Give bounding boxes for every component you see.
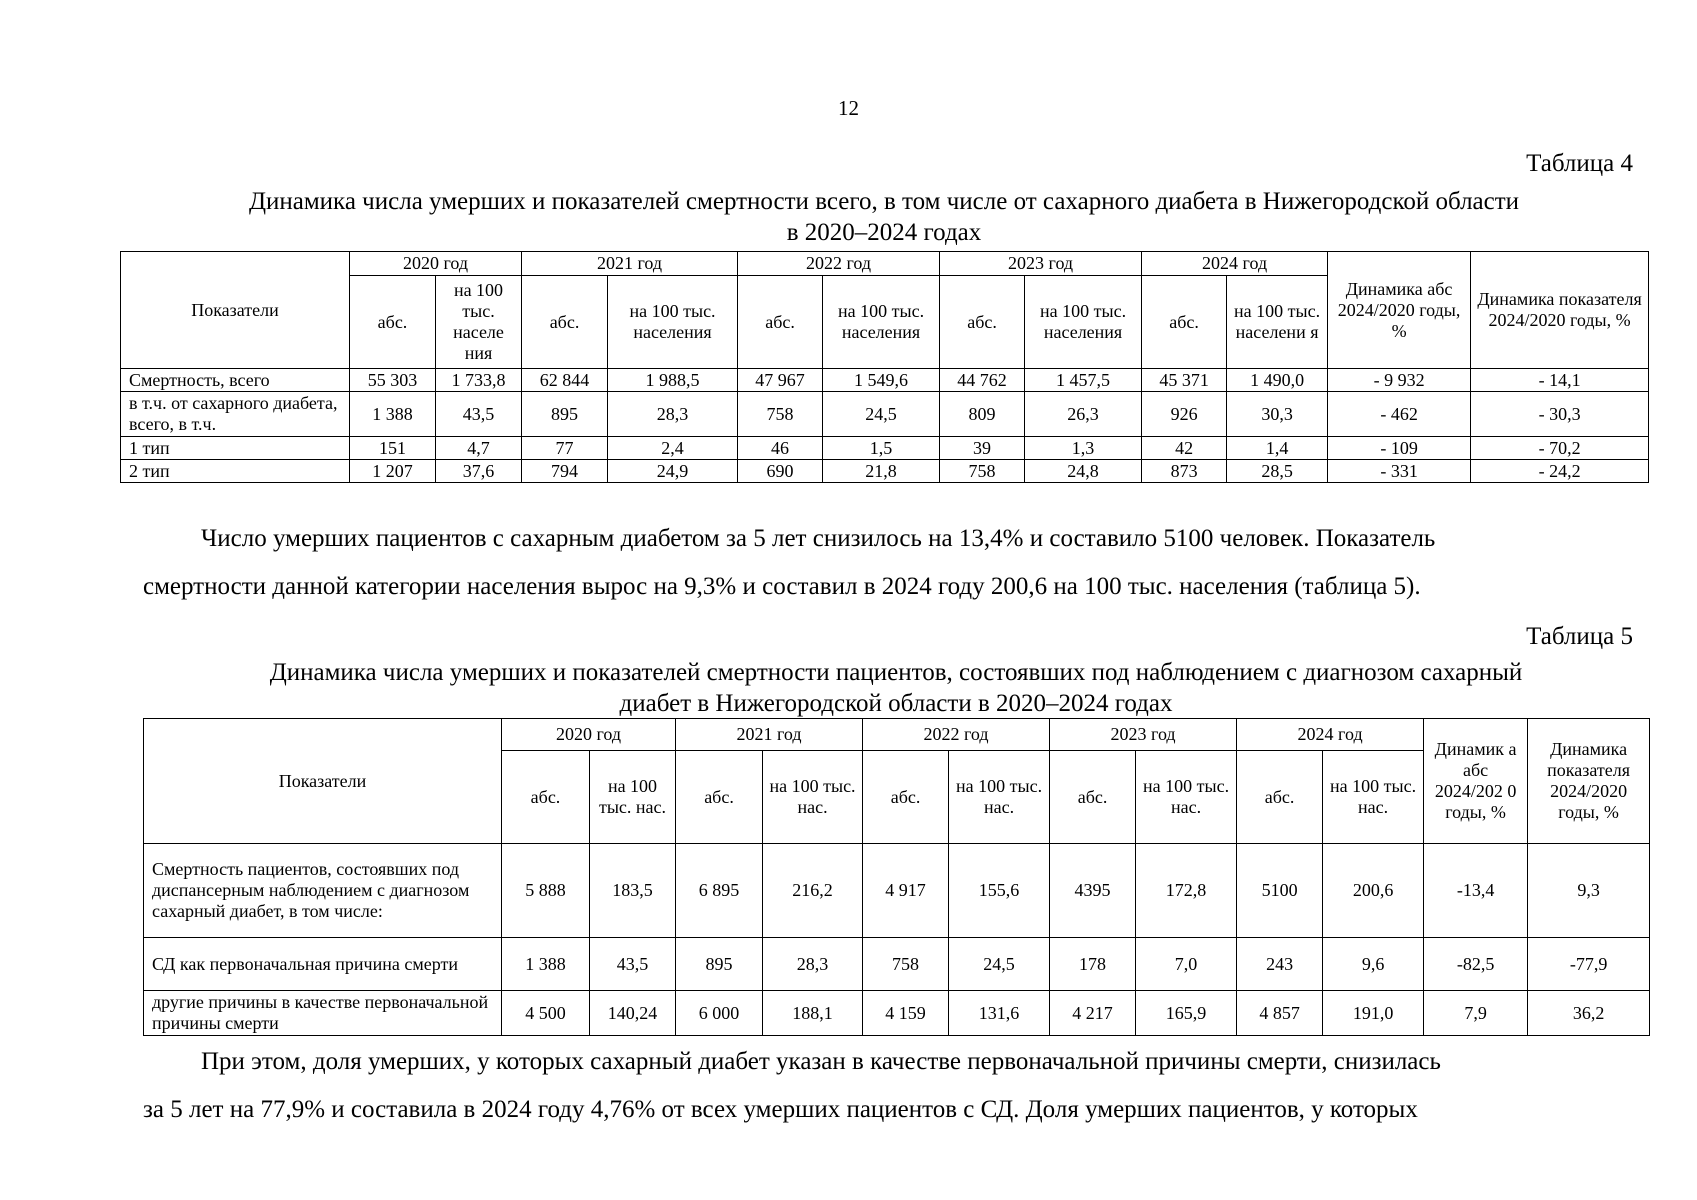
table4-year: 2020 год — [350, 252, 522, 276]
table5-header-years — [144, 719, 1650, 751]
paragraph1-line2: смертности данной категории населения вырос на 9,3% и составил в 2024 году 200,6 на 100 тыс. населения (таблица 5). — [143, 573, 1421, 600]
cell-value: 7,0 — [1136, 938, 1237, 991]
cell-value: 4,7 — [436, 437, 522, 460]
cell-value: 1 733,8 — [436, 369, 522, 392]
cell-value: 172,8 — [1136, 844, 1237, 938]
cell-value: 55 303 — [350, 369, 436, 392]
table4-sub-rate: на 100 тыс. населения — [608, 276, 738, 369]
cell-value: 24,5 — [823, 392, 940, 437]
table4-year: 2021 год — [522, 252, 738, 276]
cell-value: 28,3 — [608, 392, 738, 437]
cell-value: 758 — [738, 392, 823, 437]
cell-value: 1 988,5 — [608, 369, 738, 392]
table-row — [144, 991, 1650, 1036]
table-row — [144, 938, 1650, 991]
cell-value: 30,3 — [1227, 392, 1328, 437]
cell-value: 1 388 — [350, 392, 436, 437]
paragraph1-line1: Число умерших пациентов с сахарным диабетом за 5 лет снизилось на 13,4% и составило 5100 человек. Показатель — [201, 525, 1436, 552]
cell-value: 895 — [522, 392, 608, 437]
cell-value: 4 917 — [863, 844, 949, 938]
cell-value: 183,5 — [590, 844, 676, 938]
cell-value: 216,2 — [763, 844, 863, 938]
cell-value: 690 — [738, 460, 823, 483]
table5-col-indicator: Показатели — [144, 719, 502, 844]
cell-value: 794 — [522, 460, 608, 483]
table4-year: 2024 год — [1142, 252, 1328, 276]
cell-value: 4 159 — [863, 991, 949, 1036]
table5-sub-rate: на 100 тыс. нас. — [590, 751, 676, 844]
table4-col-dyn-abs: Динамика абс 2024/2020 годы, % — [1328, 252, 1471, 369]
cell-value: 21,8 — [823, 460, 940, 483]
table4-title-line1: Динамика числа умерших и показателей смертности всего, в том числе от сахарного диабета в Нижегородской области — [248, 188, 1520, 215]
cell-value: 6 000 — [676, 991, 763, 1036]
table4-col-indicator: Показатели — [121, 252, 350, 369]
table5-sub-rate: на 100 тыс. нас. — [949, 751, 1050, 844]
table5-sub-rate: на 100 тыс. нас. — [1323, 751, 1424, 844]
table4-year: 2023 год — [940, 252, 1142, 276]
cell-value: 1 207 — [350, 460, 436, 483]
cell-value: 2,4 — [608, 437, 738, 460]
row-label: 2 тип — [121, 460, 350, 483]
cell-value: 4 857 — [1237, 991, 1323, 1036]
cell-value: - 30,3 — [1471, 392, 1649, 437]
cell-value: 1,3 — [1025, 437, 1142, 460]
table-row — [121, 392, 1649, 437]
cell-value: 926 — [1142, 392, 1227, 437]
cell-value: 28,3 — [763, 938, 863, 991]
table5-year: 2021 год — [676, 719, 863, 751]
cell-value: 1 549,6 — [823, 369, 940, 392]
table4-sub-rate: на 100 тыс. населе ния — [436, 276, 522, 369]
row-label: в т.ч. от сахарного диабета, всего, в т.ч. — [121, 392, 350, 437]
table5-sub-abs: абс. — [676, 751, 763, 844]
cell-value: 151 — [350, 437, 436, 460]
cell-value: 200,6 — [1323, 844, 1424, 938]
cell-value: 1 490,0 — [1227, 369, 1328, 392]
cell-value: 37,6 — [436, 460, 522, 483]
cell-value: 873 — [1142, 460, 1227, 483]
cell-value: 43,5 — [436, 392, 522, 437]
paragraph2-line1: При этом, доля умерших, у которых сахарный диабет указан в качестве первоначальной причины смерти, снизилась — [201, 1048, 1441, 1075]
cell-value: - 24,2 — [1471, 460, 1649, 483]
cell-value: 77 — [522, 437, 608, 460]
table5-sub-abs: абс. — [502, 751, 590, 844]
table5-year: 2024 год — [1237, 719, 1424, 751]
table5-sub-rate: на 100 тыс. нас. — [763, 751, 863, 844]
cell-value: 39 — [940, 437, 1025, 460]
table5-title-line2: диабет в Нижегородской области в 2020–2024 годах — [619, 690, 1173, 717]
cell-value: 155,6 — [949, 844, 1050, 938]
cell-value: 24,5 — [949, 938, 1050, 991]
cell-value: -77,9 — [1528, 938, 1650, 991]
cell-value: 44 762 — [940, 369, 1025, 392]
row-label: 1 тип — [121, 437, 350, 460]
cell-value: 131,6 — [949, 991, 1050, 1036]
table4-header-years — [121, 252, 1649, 276]
cell-value: 758 — [940, 460, 1025, 483]
cell-value: 1 388 — [502, 938, 590, 991]
table-row — [121, 369, 1649, 392]
cell-value: 62 844 — [522, 369, 608, 392]
table5-year: 2023 год — [1050, 719, 1237, 751]
cell-value: 758 — [863, 938, 949, 991]
cell-value: 36,2 — [1528, 991, 1650, 1036]
table4-sub-rate: на 100 тыс. населения — [1025, 276, 1142, 369]
cell-value: 191,0 — [1323, 991, 1424, 1036]
cell-value: 4395 — [1050, 844, 1136, 938]
table4-sub-abs: абс. — [738, 276, 823, 369]
cell-value: 9,3 — [1528, 844, 1650, 938]
table5-col-dyn-rate: Динамика показателя 2024/2020 годы, % — [1528, 719, 1650, 844]
cell-value: 6 895 — [676, 844, 763, 938]
cell-value: 7,9 — [1424, 991, 1528, 1036]
page-number: 12 — [838, 96, 859, 120]
cell-value: 24,9 — [608, 460, 738, 483]
table4-sub-abs: абс. — [940, 276, 1025, 369]
table5-year: 2020 год — [502, 719, 676, 751]
table5 — [143, 718, 1650, 1036]
row-label: Смертность, всего — [121, 369, 350, 392]
cell-value: 28,5 — [1227, 460, 1328, 483]
table5-title — [143, 657, 1649, 719]
table4-sub-abs: абс. — [1142, 276, 1227, 369]
cell-value: 165,9 — [1136, 991, 1237, 1036]
cell-value: 1 457,5 — [1025, 369, 1142, 392]
cell-value: 9,6 — [1323, 938, 1424, 991]
cell-value: 4 500 — [502, 991, 590, 1036]
cell-value: - 9 932 — [1328, 369, 1471, 392]
table5-sub-abs: абс. — [863, 751, 949, 844]
table5-sub-abs: абс. — [1050, 751, 1136, 844]
table4-year: 2022 год — [738, 252, 940, 276]
cell-value: 140,24 — [590, 991, 676, 1036]
cell-value: - 462 — [1328, 392, 1471, 437]
cell-value: -82,5 — [1424, 938, 1528, 991]
table4 — [120, 251, 1649, 483]
cell-value: 5 888 — [502, 844, 590, 938]
cell-value: - 109 — [1328, 437, 1471, 460]
cell-value: - 14,1 — [1471, 369, 1649, 392]
table-row — [144, 844, 1650, 938]
cell-value: 42 — [1142, 437, 1227, 460]
cell-value: 5100 — [1237, 844, 1323, 938]
table4-label: Таблица 4 — [1526, 150, 1633, 177]
cell-value: - 70,2 — [1471, 437, 1649, 460]
cell-value: 24,8 — [1025, 460, 1142, 483]
table5-year: 2022 год — [863, 719, 1050, 751]
table-row — [121, 460, 1649, 483]
table4-col-dyn-rate: Динамика показателя 2024/2020 годы, % — [1471, 252, 1649, 369]
cell-value: 45 371 — [1142, 369, 1227, 392]
table5-sub-rate: на 100 тыс. нас. — [1136, 751, 1237, 844]
table4-sub-rate: на 100 тыс. населени я — [1227, 276, 1328, 369]
cell-value: 1,4 — [1227, 437, 1328, 460]
row-label: Смертность пациентов, состоявших под диспансерным наблюдением с диагнозом сахарный диабет, в том числе: — [144, 844, 502, 938]
cell-value: -13,4 — [1424, 844, 1528, 938]
cell-value: 47 967 — [738, 369, 823, 392]
cell-value: 243 — [1237, 938, 1323, 991]
cell-value: 895 — [676, 938, 763, 991]
row-label: СД как первоначальная причина смерти — [144, 938, 502, 991]
table4-sub-abs: абс. — [522, 276, 608, 369]
table4-sub-abs: абс. — [350, 276, 436, 369]
cell-value: 178 — [1050, 938, 1136, 991]
cell-value: 43,5 — [590, 938, 676, 991]
paragraph2 — [143, 1038, 1631, 1134]
table5-label: Таблица 5 — [1526, 623, 1633, 650]
cell-value: 46 — [738, 437, 823, 460]
table5-sub-abs: абс. — [1237, 751, 1323, 844]
cell-value: 1,5 — [823, 437, 940, 460]
table5-title-line1: Динамика числа умерших и показателей смертности пациентов, состоявших под наблюдением с диагнозом сахарный — [269, 659, 1523, 686]
table4-title-line2: в 2020–2024 годах — [786, 219, 982, 246]
paragraph1 — [143, 515, 1631, 611]
cell-value: 809 — [940, 392, 1025, 437]
cell-value: 188,1 — [763, 991, 863, 1036]
table4-title — [120, 186, 1648, 248]
cell-value: 4 217 — [1050, 991, 1136, 1036]
table5-col-dyn-abs: Динамик а абс 2024/202 0 годы, % — [1424, 719, 1528, 844]
paragraph2-line2: за 5 лет на 77,9% и составила в 2024 году 4,76% от всех умерших пациентов с СД. Доля умерших пациентов, у которых — [143, 1096, 1418, 1123]
cell-value: - 331 — [1328, 460, 1471, 483]
row-label: другие причины в качестве первоначальной причины смерти — [144, 991, 502, 1036]
table4-sub-rate: на 100 тыс. населения — [823, 276, 940, 369]
cell-value: 26,3 — [1025, 392, 1142, 437]
table-row — [121, 437, 1649, 460]
